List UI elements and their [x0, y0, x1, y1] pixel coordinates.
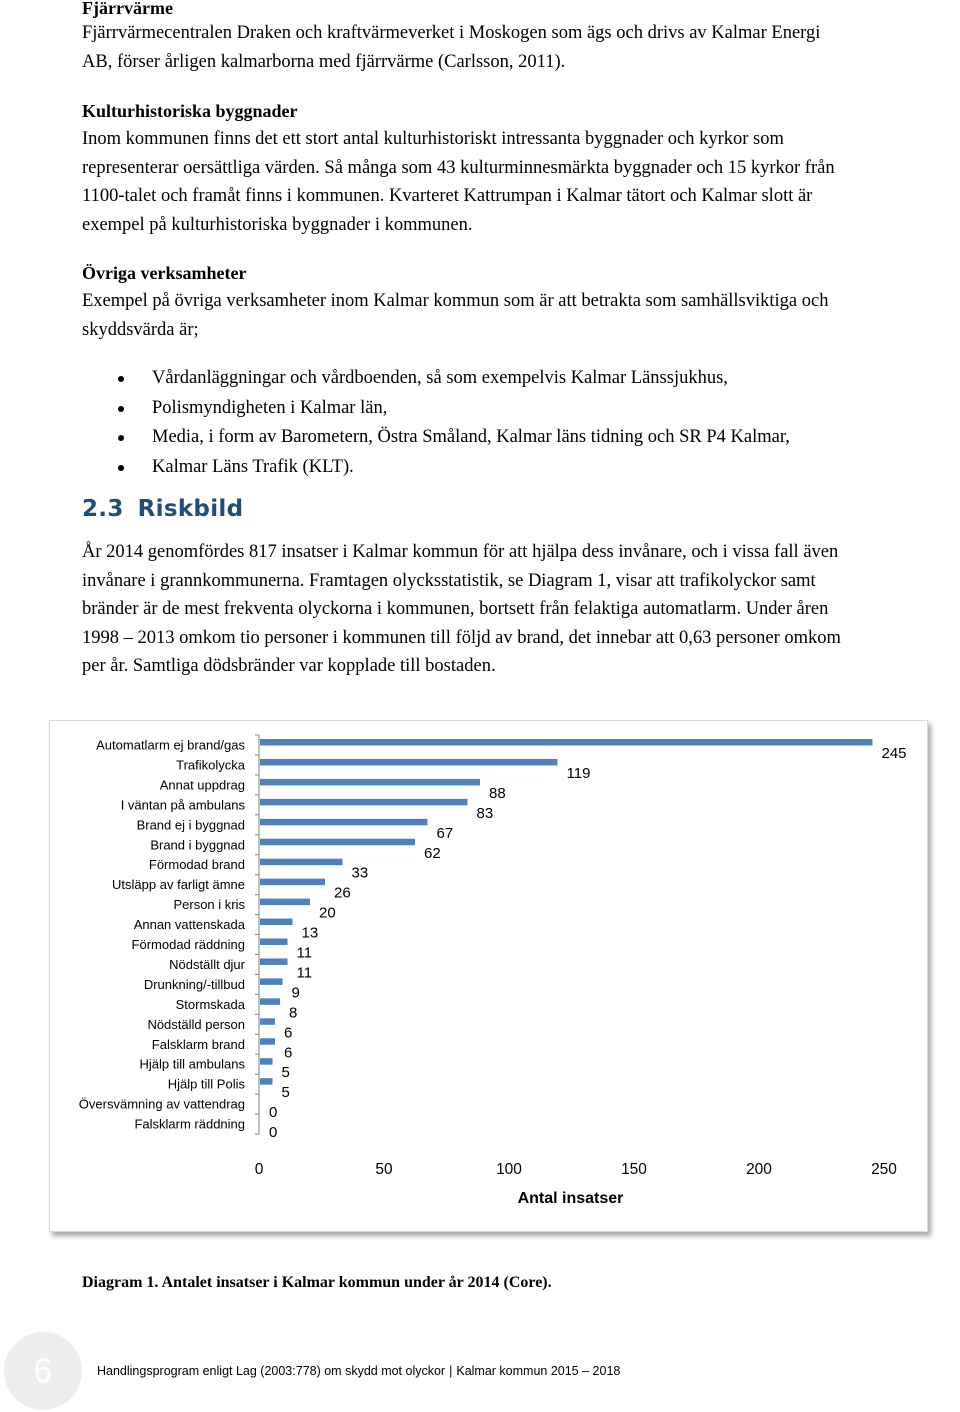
data-label: 9 — [291, 984, 300, 1002]
bar — [260, 759, 558, 766]
data-label: 0 — [269, 1104, 278, 1122]
bullet-icon — [118, 406, 124, 412]
category-label: Hjälp till ambulans — [139, 1056, 245, 1072]
data-label: 5 — [281, 1064, 290, 1082]
list-item: Vårdanläggningar och vårdboenden, så som exempelvis Kalmar Länssjukhus, — [118, 364, 958, 394]
chart-frame — [49, 720, 928, 1232]
section-heading-riskbild — [82, 496, 243, 522]
bar — [260, 859, 343, 866]
paragraph-line: Exempel på övriga verksamheter inom Kalmar kommun som är att betrakta som samhällsviktiga och — [82, 291, 829, 311]
bar — [260, 819, 428, 826]
category-label: Falsklarm brand — [151, 1036, 245, 1052]
section-kultur — [82, 100, 960, 239]
section-fjarrvarme — [82, 0, 960, 76]
bar — [260, 899, 310, 906]
data-label: 245 — [881, 745, 907, 762]
data-label: 6 — [284, 1044, 293, 1062]
category-label: I väntan på ambulans — [120, 797, 245, 813]
bar — [260, 779, 480, 786]
data-label: 33 — [351, 864, 369, 882]
x-tick-label: 250 — [871, 1161, 897, 1178]
paragraph-line: 1998 – 2013 omkom tio personer i kommunen till följd av brand, det innebar att 0,63 personer omkom — [82, 627, 841, 648]
paragraph-ovriga — [82, 287, 960, 344]
category-label: Utsläpp av farligt ämne — [112, 877, 245, 893]
category-label: Brand ej i byggnad — [136, 817, 245, 833]
list-item: Kalmar Läns Trafik (KLT). — [118, 453, 958, 483]
bar — [260, 939, 288, 946]
list-item: Polismyndigheten i Kalmar län, — [118, 394, 958, 424]
data-label: 11 — [296, 964, 313, 982]
bar — [260, 998, 280, 1005]
paragraph-fjarrvarme — [82, 19, 960, 76]
paragraph-line: AB, förser årligen kalmarborna med fjärrvärme (Carlsson, 2011). — [82, 51, 566, 72]
paragraph-line: Fjärrvärmecentralen Draken och kraftvärmeverket i Moskogen som ägs och drivs av Kalmar Energi — [82, 23, 821, 43]
category-label: Förmodad brand — [148, 857, 245, 873]
category-label: Översvämning av vattendrag — [78, 1096, 245, 1112]
category-label: Annan vattenskada — [133, 917, 245, 933]
data-label: 83 — [476, 804, 494, 822]
bar — [260, 739, 873, 746]
data-label: 11 — [296, 944, 313, 962]
x-axis-title: Antal insatser — [517, 1190, 624, 1207]
bar — [260, 958, 288, 965]
page-number: 6 — [33, 1351, 53, 1390]
category-label: Falsklarm räddning — [134, 1116, 245, 1132]
bar — [260, 1078, 273, 1085]
data-label: 26 — [334, 884, 351, 902]
category-label: Nödställd person — [147, 1016, 245, 1032]
paragraph-line: 1100-talet och framåt finns i kommunen. Kvarteret Kattrumpan i Kalmar tätort och Kalmar slott är — [82, 186, 813, 207]
paragraph-kultur — [82, 125, 960, 239]
x-tick-label: 0 — [254, 1161, 264, 1178]
category-label: Person i kris — [173, 897, 245, 913]
paragraph-line: skyddsvärda är; — [82, 319, 199, 340]
x-tick-label: 100 — [496, 1161, 522, 1178]
data-label: 119 — [566, 764, 591, 782]
category-label: Förmodad räddning — [131, 937, 245, 952]
bullet-icon — [118, 376, 124, 382]
bar — [260, 1038, 275, 1045]
bar — [260, 799, 468, 806]
bar — [260, 1018, 275, 1025]
bar — [260, 839, 415, 846]
footer-right: Kalmar kommun 2015 – 2018 — [456, 1364, 621, 1378]
paragraph-line: representerar oersättliga värden. Så många som 43 kulturminnesmärkta byggnader och 15 kyrkor från — [82, 157, 835, 178]
category-label: Nödställt djur — [169, 956, 245, 972]
paragraph-line: invånare i grannkommunerna. Framtagen olycksstatistik, se Diagram 1, visar att trafikolyckor samt — [82, 570, 816, 591]
paragraph-line: Inom kommunen finns det ett stort antal kulturhistoriskt intressanta byggnader och kyrkor som — [82, 129, 784, 149]
page-footer — [97, 1364, 620, 1378]
section-ovriga — [82, 262, 960, 344]
paragraph-line: per år. Samtliga dödsbränder var kopplade till bostaden. — [82, 656, 496, 677]
section-number: 2.3 — [82, 496, 124, 522]
paragraph-line: exempel på kulturhistoriska byggnader i kommunen. — [82, 214, 473, 235]
bar — [260, 978, 283, 985]
bar-chart — [50, 721, 927, 1231]
category-label: Automatlarm ej brand/gas — [96, 737, 245, 753]
category-label: Drunkning/-tillbud — [143, 976, 245, 992]
heading-kultur: Kulturhistoriska byggnader — [82, 101, 298, 121]
data-label: 8 — [289, 1004, 298, 1022]
data-label: 20 — [319, 904, 336, 922]
data-label: 5 — [281, 1084, 290, 1102]
category-label: Stormskada — [175, 996, 245, 1012]
bullet-icon — [118, 465, 124, 471]
heading-ovriga: Övriga verksamheter — [82, 263, 247, 283]
heading-fjarrvarme: Fjärrvärme — [82, 0, 173, 18]
paragraph-riskbild — [82, 538, 960, 681]
bullet-icon — [118, 435, 124, 441]
data-label: 62 — [424, 844, 441, 862]
page-number-badge — [4, 1332, 82, 1410]
bullet-list — [118, 364, 958, 483]
data-label: 6 — [284, 1024, 293, 1042]
x-tick-label: 150 — [621, 1161, 647, 1178]
list-item: Media, i form av Barometern, Östra Småland, Kalmar läns tidning och SR P4 Kalmar, — [118, 423, 958, 453]
x-tick-label: 50 — [375, 1161, 393, 1178]
category-label: Trafikolycka — [176, 757, 245, 773]
bar — [260, 1058, 273, 1065]
category-label: Brand i byggnad — [150, 837, 245, 853]
paragraph-line: År 2014 genomfördes 817 insatser i Kalmar kommun för att hjälpa dess invånare, och i vissa fall även — [82, 542, 839, 562]
section-riskbild — [82, 538, 960, 681]
footer-separator: | — [449, 1364, 453, 1378]
x-tick-label: 200 — [746, 1161, 772, 1178]
data-label: 0 — [269, 1124, 278, 1142]
bar — [260, 879, 325, 886]
data-label: 13 — [301, 924, 319, 942]
data-label: 67 — [436, 824, 454, 842]
bar — [260, 919, 293, 926]
paragraph-line: bränder är de mest frekventa olyckorna i kommunen, bortsett från felaktiga automatlarm. Under åren — [82, 599, 829, 620]
category-label: Hjälp till Polis — [167, 1076, 245, 1092]
category-label: Annat uppdrag — [159, 777, 245, 793]
section-title: Riskbild — [137, 496, 244, 522]
footer-left: Handlingsprogram enligt Lag (2003:778) om skydd mot olyckor — [97, 1364, 446, 1378]
data-label: 88 — [489, 784, 506, 802]
figure-caption: Diagram 1. Antalet insatser i Kalmar kommun under år 2014 (Core). — [82, 1274, 552, 1291]
